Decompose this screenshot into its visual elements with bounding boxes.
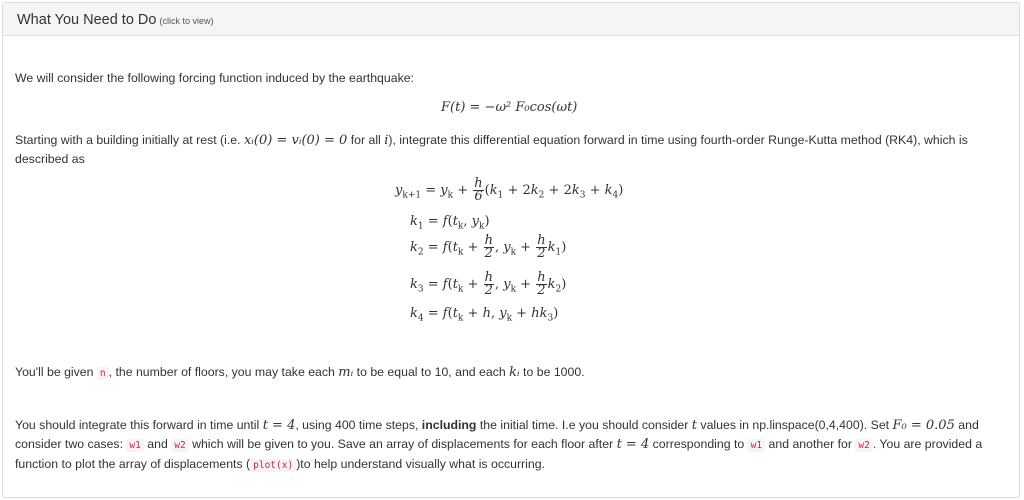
panel-title: What You Need to Do — [17, 12, 157, 28]
forcing-function-equation: F(t) = −ω² F₀cos(ωt) — [441, 100, 578, 115]
click-to-view-hint: (click to view) — [159, 16, 214, 26]
code-w1: w1 — [126, 439, 143, 452]
intro-paragraph: We will consider the following forcing function induced by the earthquake: — [15, 71, 414, 85]
floors-paragraph: You'll be given n , the number of floors, you may take each mᵢ to be equal to 10, and each kᵢ to be 1000. — [15, 365, 585, 380]
rk4-equation-line-5: $k_4 = f(t_k + h$, $y_k + hk_3$) — [410, 306, 559, 324]
rk4-equation-line-1: $y_{k+1} = y_k$ + $\frac{h}{6}$ $(k_1 + 2k_2 + 2k_3 + k_4)$ — [395, 176, 624, 204]
rk4-intro-paragraph: Starting with a building initially at rest (i.e. xᵢ(0) = vᵢ(0) = 0 for all i), integrate this differential equation forward in time using fourth-order Runge-Kutta method (RK4), which is described as — [15, 133, 968, 166]
rk4-equation-line-3: $k_2 = f(t_k$ + $\frac{h}{2}$ , $y_k$ + $\frac{h}{2}$ $k_1$) — [410, 233, 567, 261]
panel-heading-toggle[interactable] — [3, 3, 1019, 36]
initial-condition-math: xᵢ(0) = vᵢ(0) = 0 — [243, 133, 348, 148]
rk4-equation-line-2: $k_1 = f(t_k$, $y_k$) — [410, 214, 490, 232]
code-n: n — [97, 367, 109, 380]
code-w1-second: w1 — [748, 439, 765, 452]
rk4-equation-line-4: $k_3 = f(t_k$ + $\frac{h}{2}$ , $y_k$ + $\frac{h}{2}$ $k_2$) — [410, 270, 567, 298]
code-plot: plot(x) — [250, 459, 296, 472]
code-w2: w2 — [171, 439, 188, 452]
code-w2-second: w2 — [855, 439, 872, 452]
integration-paragraph: You should integrate this forward in time until t = 4, using 400 time steps, including the initial time. I.e you should consider t values in np.linspace(0,4,400). Set F₀ = 0.05 and consider two cases: w1 and w2 which will be given to you. Save an array of displacements for each floor after t = 4 corresponding to w1 and another for w2 . You are provided a function to plot the array of displacements ( plot(x) )to help understand visually what is occurring. — [15, 418, 983, 471]
